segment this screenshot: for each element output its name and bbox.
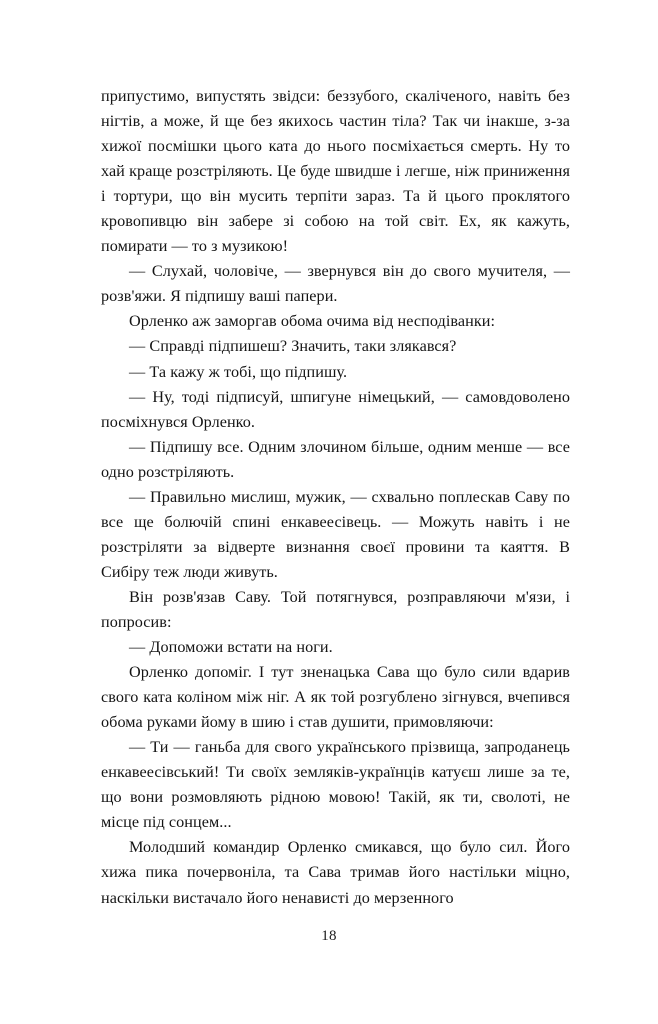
paragraph: — Справді підпишеш? Значить, таки злякався? [129, 337, 457, 356]
paragraph: Орленко аж заморгав обома очима від несподіванки: [129, 312, 496, 331]
paragraph: — Ну, тоді підписуй, шпигуне німецький, — самовдоволено посміхнувся Орленко. [101, 387, 570, 431]
paragraph: — Правильно мислиш, мужик, — схвально поплескав Саву по все ще болючій спині енкавеесівець. — Можуть навіть і не розстріляти за відверте визнання своєї провини та каяття. В Сибіру теж люди живуть. [101, 487, 570, 581]
paragraph: — Підпишу все. Одним злочином більше, одним менше — все одно розстріляють. [101, 437, 570, 481]
page-number: 18 [321, 928, 337, 944]
paragraph: Молодший командир Орленко смикався, що було сил. Його хижа пика почервоніла, та Сава тримав його настільки міцно, наскільки вистачало його ненависті до мерзенного [101, 838, 570, 907]
paragraph: — Ти — ганьба для свого українського прізвища, запроданець енкавеесівський! Ти своїх земляків-українців катуєш лише за те, що вони розмовляють рідною мовою! Такій, як ти, сволоті, не місце під сонцем... [101, 738, 570, 832]
paragraph: — Слухай, чоловіче, — звернувся він до свого мучителя, — розв'яжи. Я підпишу ваші папери. [101, 262, 570, 306]
paragraph: припустимо, випустять звідси: беззубого, скаліченого, навіть без нігтів, а може, й ще без якихось частин тіла? Так чи інакше, з-за хижої посмішки цього ката до нього посміхається смерть. Ну то хай краще розстріляють. Це буде швидше і легше, ніж приниження і тортури, що він мусить терпіти зараз. Та й цього проклятого кровопивцю він забере зі собою на той світ. Ех, як кажуть, помирати — то з музикою! [101, 87, 570, 256]
paragraph: — Допоможи встати на ноги. [129, 638, 333, 657]
paragraph: — Та кажу ж тобі, що підпишу. [129, 362, 348, 381]
page-text-block [101, 84, 570, 911]
paragraph: Він розв'язав Саву. Той потягнувся, розправляючи м'язи, і попросив: [101, 587, 570, 631]
paragraph: Орленко допоміг. І тут зненацька Сава що було сили вдарив свого ката коліном між ніг. А як той розгублено зігнувся, вчепився обома руками йому в шию і став душити, примовляючи: [101, 663, 570, 732]
